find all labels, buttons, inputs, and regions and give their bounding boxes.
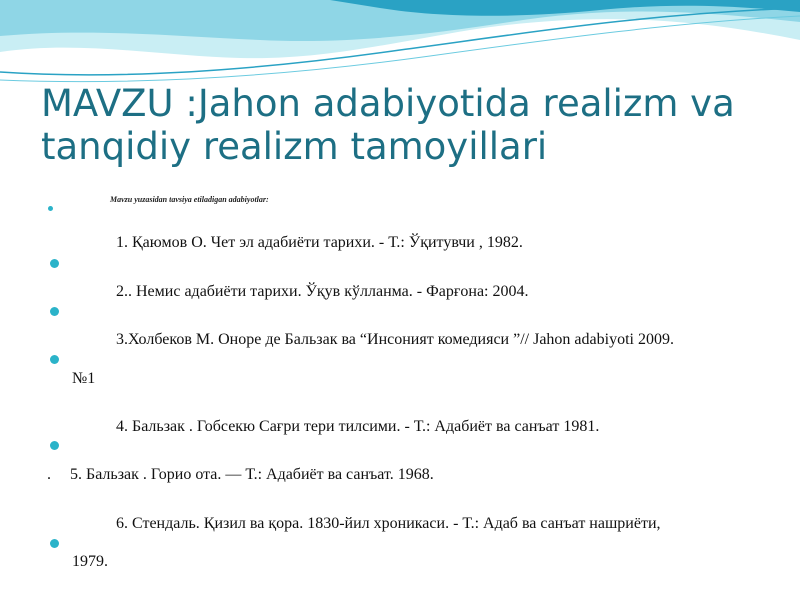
reference-item-5: 5. Бальзак . Горио ота. — Т.: Адабиёт ва санъат. 1968. [70, 466, 434, 483]
title-line-1: MAVZU :Jahon adabiyotida realizm va [41, 82, 735, 125]
bullet-icon [50, 539, 59, 548]
reference-item-5-prefix: . [47, 466, 51, 483]
bullet-icon [48, 206, 53, 211]
references-subheading: Mavzu yuzasidan tavsiya etiladigan adabiyotlar: [110, 195, 269, 204]
reference-item-2: 2.. Немис адабиёти тарихи. Ўқув кўлланма. - Фарғона: 2004. [116, 283, 529, 300]
bullet-icon [50, 441, 59, 450]
bullet-icon [50, 355, 59, 364]
reference-item-3: 3.Холбеков М. Оноре де Бальзак ва “Инсоният комедияси ”// Jahon adabiyoti 2009. [116, 331, 674, 348]
reference-item-6-continuation: 1979. [72, 553, 108, 570]
title-line-2: tanqidiy realizm tamoyillari [41, 125, 548, 168]
slide-title [41, 82, 781, 168]
reference-item-6: 6. Стендаль. Қизил ва қора. 1830-йил хроникаси. - Т.: Адаб ва санъат нашриёти, [116, 515, 661, 532]
bullet-icon [50, 259, 59, 268]
reference-item-3-continuation: №1 [72, 370, 96, 387]
bullet-icon [50, 307, 59, 316]
reference-item-1: 1. Қаюмов О. Чет эл адабиёти тарихи. - Т.: Ўқитувчи , 1982. [116, 234, 523, 251]
reference-item-4: 4. Бальзак . Гобсекю Сағри тери тилсими. - Т.: Адабиёт ва санъат 1981. [116, 418, 600, 435]
